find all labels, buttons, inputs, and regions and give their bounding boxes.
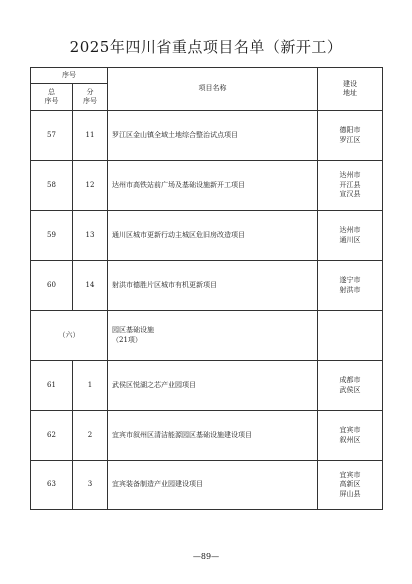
location-line: 叙州区 — [339, 435, 361, 444]
sub-index: 11 — [73, 111, 108, 161]
location-line: 武侯区 — [339, 385, 361, 394]
category-name: 园区基础设施 — [112, 326, 154, 335]
location-line: 德阳市 — [339, 126, 361, 135]
project-name: 罗江区金山镇全域土地综合整治试点项目 — [108, 111, 318, 161]
header-location-line: 地址 — [343, 89, 357, 97]
project-name: 宜宾市叙州区清洁能源园区基础设施建设项目 — [108, 411, 318, 461]
sub-index: 2 — [73, 411, 108, 461]
project-name: 武侯区悦湖之芯产业园项目 — [108, 361, 318, 411]
location-line: 达州市 — [339, 226, 361, 235]
total-index: 59 — [31, 211, 73, 261]
project-name: 宜宾装备制造产业园建设项目 — [108, 461, 318, 510]
total-index: 57 — [31, 111, 73, 161]
header-total-label: 总 序号 — [31, 84, 73, 111]
header-location-text — [318, 80, 382, 99]
header-sub-label: 分 序号 — [73, 84, 108, 111]
project-location — [318, 361, 383, 411]
header-group-label: 序号 — [31, 68, 108, 84]
category-location-empty — [318, 311, 383, 361]
category-count: （21项） — [112, 335, 142, 344]
total-index: 63 — [31, 461, 73, 510]
table-row — [31, 161, 383, 211]
location-line: 射洪市 — [339, 285, 361, 294]
location-line: 高新区 — [339, 480, 361, 489]
project-location — [318, 211, 383, 261]
location-line: 屏山县 — [339, 489, 361, 498]
header-name-label: 项目名称 — [108, 68, 318, 111]
project-name: 达州市高铁站前广场及基础设施新开工项目 — [108, 161, 318, 211]
table-row — [31, 261, 383, 311]
location-line: 成都市 — [339, 376, 361, 385]
header-location-label — [318, 68, 383, 111]
location-line: 罗江区 — [339, 135, 361, 144]
project-location — [318, 161, 383, 211]
sub-index: 12 — [73, 161, 108, 211]
total-index: 58 — [31, 161, 73, 211]
project-name: 通川区城市更新行动主城区危旧房改造项目 — [108, 211, 318, 261]
table-row — [31, 411, 383, 461]
project-location — [318, 111, 383, 161]
table-row — [31, 361, 383, 411]
header-row — [31, 68, 383, 84]
category-name-cell — [108, 311, 318, 361]
sub-index: 14 — [73, 261, 108, 311]
sub-index: 1 — [73, 361, 108, 411]
project-location — [318, 411, 383, 461]
total-index: 61 — [31, 361, 73, 411]
location-line: 宜宾市 — [339, 426, 361, 435]
project-table — [30, 67, 383, 510]
header-location-line: 建设 — [343, 79, 357, 88]
category-row — [31, 311, 383, 361]
sub-index: 3 — [73, 461, 108, 510]
sub-index: 13 — [73, 211, 108, 261]
page-title: 2025年四川省重点项目名单（新开工） — [69, 38, 343, 56]
table-row — [31, 461, 383, 510]
location-line: 开江县 — [339, 180, 361, 189]
location-line: 通川区 — [339, 235, 361, 244]
page-number: —89— — [192, 552, 220, 561]
location-line: 宜宾市 — [339, 470, 361, 479]
project-location — [318, 461, 383, 510]
table-row — [31, 211, 383, 261]
location-line: 宣汉县 — [339, 190, 361, 199]
total-index: 62 — [31, 411, 73, 461]
location-line: 达州市 — [339, 171, 361, 180]
total-index: 60 — [31, 261, 73, 311]
project-name: 射洪市德胜片区城市有机更新项目 — [108, 261, 318, 311]
location-line: 遂宁市 — [339, 276, 361, 285]
table-row — [31, 111, 383, 161]
category-index: （六） — [31, 311, 108, 361]
project-location — [318, 261, 383, 311]
